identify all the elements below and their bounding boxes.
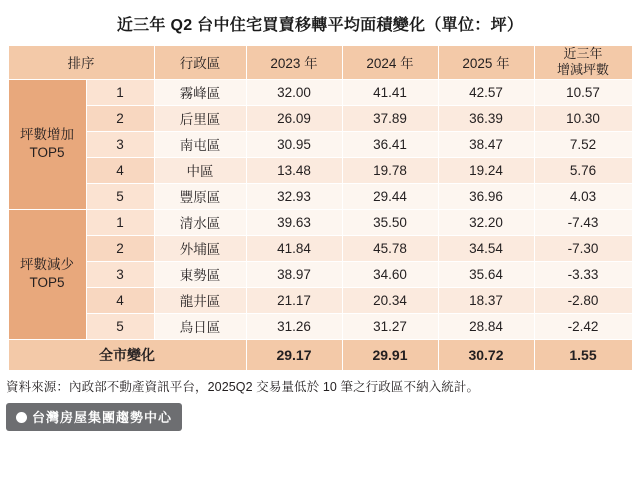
group-label-increase-line2: TOP5	[29, 145, 65, 160]
cell-y2024: 45.78	[342, 235, 438, 261]
cell-y2025: 34.54	[438, 235, 534, 261]
cell-y2023: 38.97	[246, 261, 342, 287]
brand-logo-text: 台灣房屋集團趨勢中心	[32, 409, 173, 425]
source-note: 資料來源：內政部不動產資訊平台，2025Q2 交易量低於 10 筆之行政區不納入統計。	[6, 379, 480, 394]
cell-y2025: 36.39	[438, 105, 534, 131]
cell-district: 中區	[154, 157, 246, 183]
cell-y2025: 38.47	[438, 131, 534, 157]
cell-district: 東勢區	[154, 261, 246, 287]
group-label-increase-line1: 坪數增加	[20, 126, 74, 142]
group-label-increase	[8, 79, 86, 209]
cell-rank: 5	[86, 183, 154, 209]
cell-y2023: 13.48	[246, 157, 342, 183]
cell-diff: 10.30	[534, 105, 632, 131]
cell-diff: -2.80	[534, 287, 632, 313]
table-row	[8, 235, 632, 261]
cell-y2023: 41.84	[246, 235, 342, 261]
cell-y2024: 41.41	[342, 79, 438, 105]
cell-y2025: 18.37	[438, 287, 534, 313]
cell-district: 霧峰區	[154, 79, 246, 105]
cell-y2024: 20.34	[342, 287, 438, 313]
cell-y2025: 36.96	[438, 183, 534, 209]
total-y2025: 30.72	[438, 339, 534, 370]
cell-y2023: 31.26	[246, 313, 342, 339]
header-row	[8, 46, 632, 80]
cell-district: 龍井區	[154, 287, 246, 313]
cell-y2023: 21.17	[246, 287, 342, 313]
cell-diff: -7.43	[534, 209, 632, 235]
cell-y2024: 29.44	[342, 183, 438, 209]
group-label-decrease-line2: TOP5	[29, 275, 65, 290]
cell-diff: 10.57	[534, 79, 632, 105]
cell-rank: 2	[86, 235, 154, 261]
cell-y2024: 37.89	[342, 105, 438, 131]
total-y2024: 29.91	[342, 339, 438, 370]
cell-district: 外埔區	[154, 235, 246, 261]
header-rank: 排序	[8, 46, 154, 80]
cell-diff: 4.03	[534, 183, 632, 209]
header-diff	[534, 46, 632, 80]
header-year-2025: 2025 年	[438, 46, 534, 80]
cell-diff: 5.76	[534, 157, 632, 183]
cell-rank: 1	[86, 209, 154, 235]
cell-y2025: 35.64	[438, 261, 534, 287]
cell-rank: 1	[86, 79, 154, 105]
cell-y2023: 32.00	[246, 79, 342, 105]
total-label: 全市變化	[8, 339, 246, 370]
cell-rank: 3	[86, 131, 154, 157]
cell-district: 南屯區	[154, 131, 246, 157]
table-body	[8, 79, 632, 370]
cell-y2024: 19.78	[342, 157, 438, 183]
cell-rank: 5	[86, 313, 154, 339]
cell-district: 清水區	[154, 209, 246, 235]
group-label-decrease-line1: 坪數減少	[20, 256, 74, 272]
table-row	[8, 105, 632, 131]
table-row	[8, 313, 632, 339]
cell-rank: 4	[86, 287, 154, 313]
header-diff-line2: 增減坪數	[556, 62, 609, 78]
logo-container	[6, 403, 640, 431]
cell-rank: 2	[86, 105, 154, 131]
table-row	[8, 79, 632, 105]
house-icon	[16, 412, 27, 423]
header-year-2023: 2023 年	[246, 46, 342, 80]
cell-rank: 4	[86, 157, 154, 183]
page-title: 近三年 Q2 台中住宅買賣移轉平均面積變化（單位：坪）	[116, 17, 524, 34]
cell-y2023: 26.09	[246, 105, 342, 131]
cell-y2023: 32.93	[246, 183, 342, 209]
cell-diff: -3.33	[534, 261, 632, 287]
table-row	[8, 261, 632, 287]
header-year-2024: 2024 年	[342, 46, 438, 80]
brand-logo	[6, 403, 182, 431]
cell-y2023: 30.95	[246, 131, 342, 157]
table-row	[8, 157, 632, 183]
cell-diff: 7.52	[534, 131, 632, 157]
cell-district: 豐原區	[154, 183, 246, 209]
cell-diff: -2.42	[534, 313, 632, 339]
cell-y2024: 34.60	[342, 261, 438, 287]
cell-y2024: 35.50	[342, 209, 438, 235]
cell-y2024: 31.27	[342, 313, 438, 339]
cell-y2025: 19.24	[438, 157, 534, 183]
table-row	[8, 287, 632, 313]
cell-y2025: 28.84	[438, 313, 534, 339]
housing-area-table	[8, 45, 633, 371]
total-row	[8, 339, 632, 370]
header-diff-line1: 近三年	[563, 46, 603, 61]
cell-y2025: 42.57	[438, 79, 534, 105]
table-row	[8, 131, 632, 157]
cell-diff: -7.30	[534, 235, 632, 261]
cell-rank: 3	[86, 261, 154, 287]
cell-y2024: 36.41	[342, 131, 438, 157]
total-y2023: 29.17	[246, 339, 342, 370]
table-row	[8, 209, 632, 235]
cell-y2025: 32.20	[438, 209, 534, 235]
table-header	[8, 46, 632, 80]
cell-y2023: 39.63	[246, 209, 342, 235]
table-row	[8, 183, 632, 209]
cell-district: 后里區	[154, 105, 246, 131]
total-diff: 1.55	[534, 339, 632, 370]
cell-district: 烏日區	[154, 313, 246, 339]
header-district: 行政區	[154, 46, 246, 80]
group-label-decrease	[8, 209, 86, 339]
